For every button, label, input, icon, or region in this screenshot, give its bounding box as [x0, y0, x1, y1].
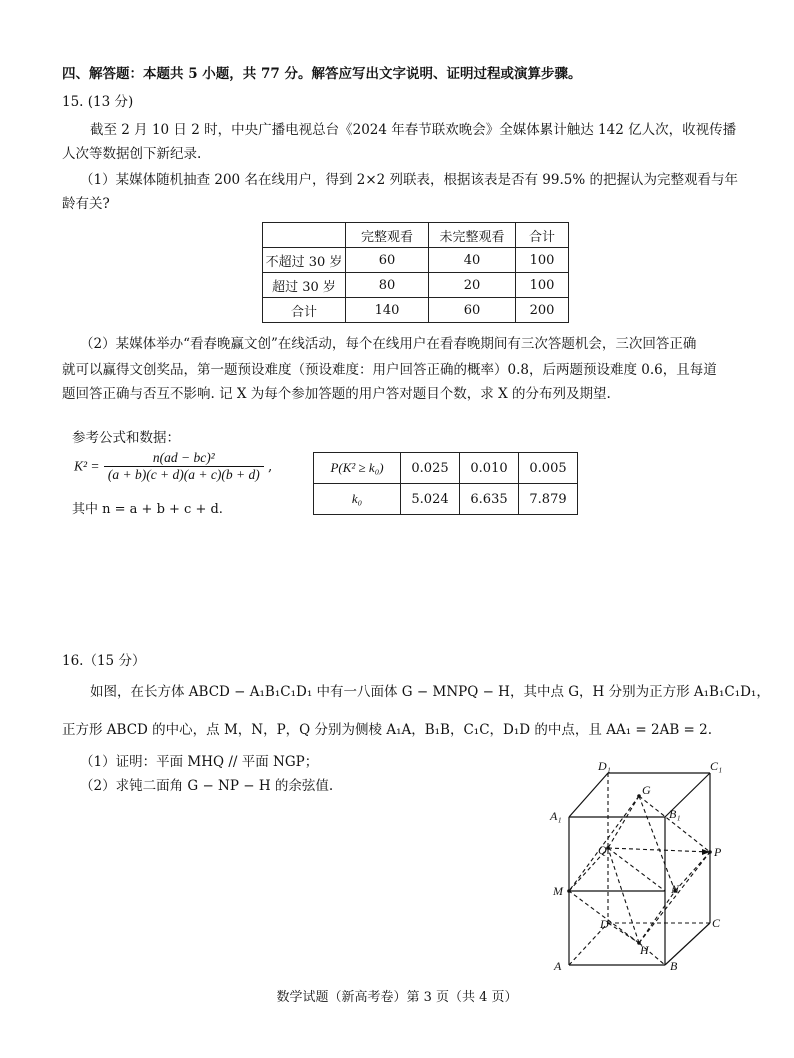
table-cell: P(K² ≥ k₀) [314, 453, 401, 484]
label-b: B [670, 959, 678, 973]
table-cell: 100 [516, 248, 569, 273]
label-d1: D₁ [598, 760, 611, 773]
table-cell: 0.025 [401, 453, 460, 484]
reference-label: 参考公式和数据： [72, 430, 180, 446]
formula-fraction [104, 450, 264, 483]
label-a1: A₁ [550, 809, 562, 823]
formula-denominator: (a + b)(c + d)(a + c)(b + d) [107, 467, 260, 482]
table-row [263, 248, 569, 273]
label-p: P [714, 845, 722, 859]
critical-value-table [313, 452, 578, 515]
table-row [314, 453, 578, 484]
table-cell: 60 [429, 298, 516, 323]
table-cell: 不超过 30 岁 [263, 248, 346, 273]
label-h: H [640, 943, 649, 957]
table-cell: 完整观看 [346, 223, 429, 248]
table-cell: 200 [516, 298, 569, 323]
label-a: A [554, 959, 562, 973]
label-g: G [642, 783, 651, 797]
q15-part1-1: （1）某媒体随机抽查 200 名在线用户，得到 2×2 列联表，根据该表是否有 99.5% 的把握认为完整观看与年 [80, 172, 738, 188]
q16-part-2: （2）求钝二面角 G − NP − H 的余弦值. [80, 778, 334, 794]
q16-part-1: （1）证明：平面 MHQ // 平面 NGP； [80, 754, 319, 770]
label-m: M [553, 884, 563, 898]
table-cell: 0.005 [519, 453, 578, 484]
table-cell [263, 223, 346, 248]
table-cell: 5.024 [401, 484, 460, 515]
q15-part2-2: 就可以赢得文创奖品，第一题预设难度（预设难度：用户回答正确的概率）0.8，后两题预设难度 0.6，且每道 [62, 362, 717, 378]
q15-part1-2: 龄有关? [62, 196, 110, 212]
table-cell: 6.635 [460, 484, 519, 515]
q15-number: 15. (13 分) [62, 94, 134, 110]
formula-numerator: n(ad − bc)² [104, 450, 264, 467]
table-cell: 100 [516, 273, 569, 298]
formula-comma: , [268, 458, 273, 475]
table-cell: 20 [429, 273, 516, 298]
formula-where: 其中 n = a + b + c + d. [72, 502, 223, 517]
label-c1: C₁ [710, 760, 723, 773]
table-cell: 80 [346, 273, 429, 298]
table-cell: 40 [429, 248, 516, 273]
q16-line-1: 如图，在长方体 ABCD − A₁B₁C₁D₁ 中有一八面体 G − MNPQ − H，其中点 G，H 分别为正方形 A₁B₁C₁D₁， [90, 684, 770, 700]
table-cell: 合计 [516, 223, 569, 248]
q15-part2-3: 题回答正确与否互不影响. 记 X 为每个参加答题的用户答对题目个数，求 X 的分布列及期望. [62, 386, 611, 402]
page-footer: 数学试题（新高考卷）第 3 页（共 4 页） [276, 990, 518, 1005]
label-c: C [712, 916, 721, 930]
table-cell: 合计 [263, 298, 346, 323]
cuboid-octahedron-figure [540, 760, 740, 980]
table-cell: 7.879 [519, 484, 578, 515]
table-row [263, 273, 569, 298]
label-n: N [671, 882, 680, 896]
label-q: Q [598, 843, 607, 857]
table-row [263, 298, 569, 323]
table-cell: 140 [346, 298, 429, 323]
table-cell: 60 [346, 248, 429, 273]
table-header-row [263, 223, 569, 248]
q16-number: 16.（15 分） [62, 653, 146, 669]
label-d: D [600, 917, 609, 931]
q16-line-2: 正方形 ABCD 的中心，点 M，N，P，Q 分别为侧棱 A₁A，B₁B，C₁C，D₁D 的中点，且 AA₁ = 2AB = 2. [62, 722, 713, 738]
q15-intro-2: 人次等数据创下新纪录. [62, 146, 202, 162]
table-cell: 未完整观看 [429, 223, 516, 248]
q15-part2-1: （2）某媒体举办“看春晚赢文创”在线活动，每个在线用户在看春晚期间有三次答题机会，三次回答正确 [80, 336, 697, 352]
k-squared-formula [74, 450, 272, 483]
table-cell: k₀ [314, 484, 401, 515]
q15-intro-1: 截至 2 月 10 日 2 时，中央广播电视总台《2024 年春节联欢晚会》全媒体累计触达 142 亿人次，收视传播 [90, 122, 737, 138]
table-cell: 0.010 [460, 453, 519, 484]
table-cell: 超过 30 岁 [263, 273, 346, 298]
label-b1: B₁ [669, 807, 681, 821]
table-row [314, 484, 578, 515]
contingency-table [262, 222, 569, 323]
section-heading: 四、解答题：本题共 5 小题，共 77 分。解答应写出文字说明、证明过程或演算步骤。 [62, 66, 582, 82]
formula-lhs: K² = [74, 458, 100, 474]
